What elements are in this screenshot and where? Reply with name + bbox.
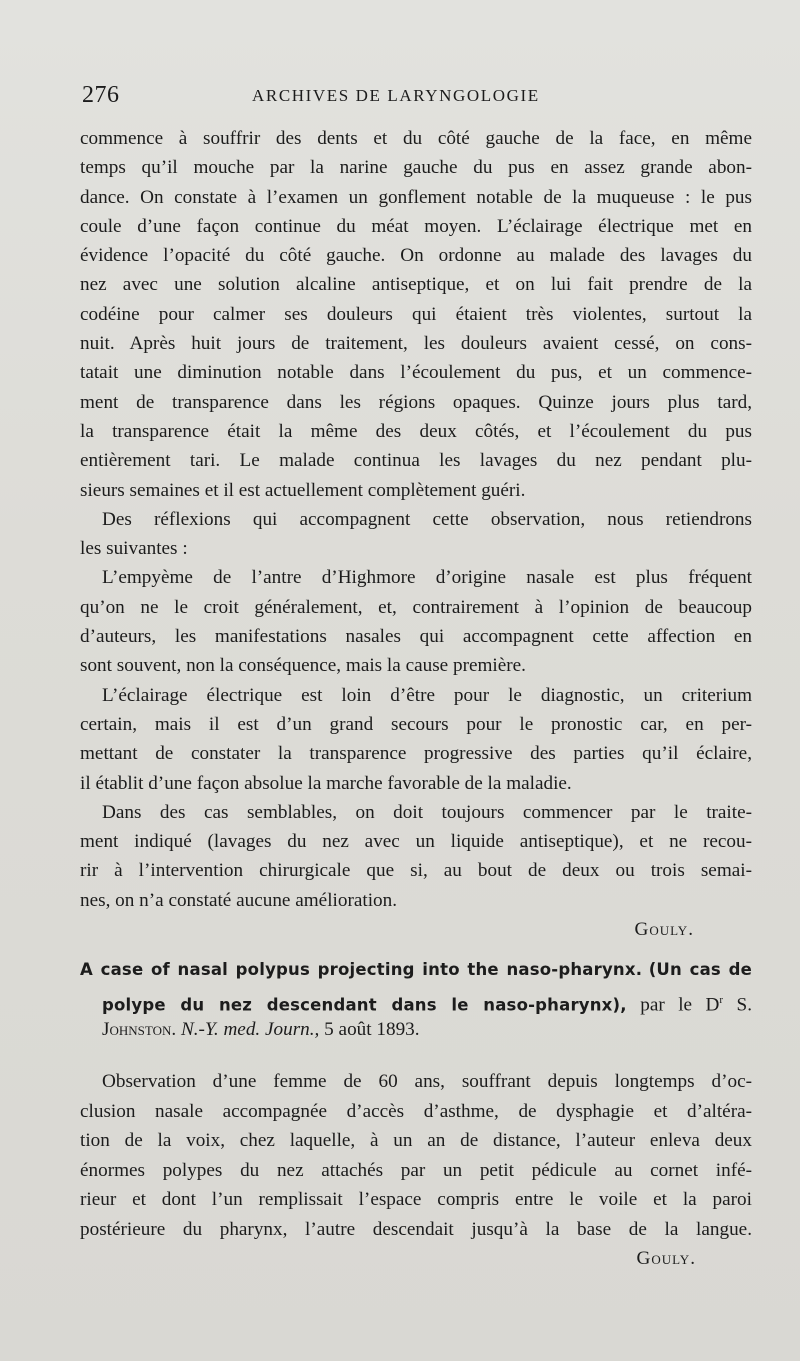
- text-line: la transparence était la même des deux côtés, et l’écoulement du pus: [80, 420, 752, 442]
- text-line: nez avec une solution alcaline antiseptique, et on lui fait prendre de la: [80, 274, 752, 296]
- review-title-en: A case of nasal polypus projecting into the naso-pharynx.: [80, 960, 643, 979]
- text-line: ment de transparence dans les régions opaques. Quinze jours plus tard,: [80, 391, 752, 413]
- page-number: 276: [82, 82, 120, 108]
- review-citation-line: [80, 1015, 752, 1045]
- text-line: évidence l’opacité du côté gauche. On ordonne au malade des lavages du: [80, 245, 752, 267]
- text-line: rieur et dont l’un remplissait l’espace compris entre le voile et la paroi: [80, 1189, 752, 1210]
- text-line: postérieure du pharynx, l’autre descendait jusqu’à la base de la langue.: [80, 1218, 752, 1240]
- text-line: d’auteurs, les manifestations nasales qui accompagnent cette affection en: [80, 626, 752, 648]
- text-line: nes, on n’a constaté aucune amélioration.: [80, 889, 398, 911]
- text-line: codéine pour calmer ses douleurs qui étaient très violentes, surtout la: [80, 303, 752, 325]
- author-signature: Gouly.: [636, 1248, 696, 1269]
- text-line: nuit. Après huit jours de traitement, les douleurs avaient cessé, on cons-: [80, 333, 752, 355]
- text-line: clusion nasale accompagnée d’accès d’asthme, de dysphagie et d’altéra-: [80, 1100, 752, 1122]
- text-line: coule d’une façon continue du méat moyen. L’éclairage électrique met en: [80, 215, 752, 237]
- review-title-line: [80, 955, 752, 985]
- review-author: Johnston.: [102, 1019, 177, 1040]
- text-line: Des réflexions qui accompagnent cette observation, nous retiendrons: [102, 508, 752, 530]
- review-by: par le: [640, 994, 693, 1016]
- text-line: Dans des cas semblables, on doit toujours commencer par le traite-: [102, 801, 752, 823]
- text-line: L’empyème de l’antre d’Highmore d’origine nasale est plus fréquent: [102, 567, 752, 589]
- review-abstract: [80, 1067, 752, 1273]
- doctor-abbr: D: [705, 994, 720, 1016]
- text-line: commence à souffrir des dents et du côté gauche de la face, en même: [80, 128, 752, 149]
- text-line: dance. On constate à l’examen un gonflement notable de la muqueuse : le pus: [80, 186, 752, 208]
- article-continuation: [80, 124, 752, 944]
- text-line: Observation d’une femme de 60 ans, souffrant depuis longtemps d’oc-: [102, 1071, 752, 1092]
- text-line: entièrement tari. Le malade continua les lavages du nez pendant plu-: [80, 450, 752, 472]
- review-heading: [80, 955, 752, 1045]
- doctor-sup: r: [719, 994, 724, 1006]
- review-title-line: [80, 985, 752, 1015]
- text-line: rir à l’intervention chirurgicale que si, au bout de deux ou trois semai-: [80, 860, 752, 882]
- text-line: sieurs semaines et il est actuellement complètement guéri.: [80, 479, 526, 501]
- text-line: certain, mais il est d’un grand secours pour le pronostic car, en per-: [80, 713, 752, 735]
- text-line: mettant de constater la transparence progressive des parties qu’il éclaire,: [80, 743, 752, 765]
- text-line: tion de la voix, chez laquelle, à un an de distance, l’auteur enleva deux: [80, 1130, 752, 1151]
- journal-name: N.-Y. med. Journ.,: [180, 1019, 320, 1040]
- review-title-fr: polype du nez descendant dans le naso-pharynx),: [102, 995, 627, 1015]
- page-header: [82, 82, 742, 112]
- text-line: temps qu’il mouche par la narine gauche du pus en assez grande abon-: [80, 157, 752, 179]
- text-line: tatait une diminution notable dans l’écoulement du pus, et un commence-: [80, 362, 752, 384]
- running-head: ARCHIVES DE LARYNGOLOGIE: [252, 86, 540, 105]
- text-line: énormes polypes du nez attachés par un petit pédicule au cornet infé-: [80, 1159, 752, 1181]
- text-line: ment indiqué (lavages du nez avec un liquide antiseptique), et ne recou-: [80, 831, 752, 853]
- author-initial: S.: [736, 994, 753, 1016]
- text-line: les suivantes :: [80, 538, 188, 560]
- author-signature: Gouly.: [634, 919, 694, 941]
- text-line: L’éclairage électrique est loin d’être pour le diagnostic, un criterium: [102, 684, 752, 706]
- text-line: qu’on ne le croit généralement, et, contrairement à l’opinion de beaucoup: [80, 596, 752, 618]
- text-line: sont souvent, non la conséquence, mais la cause première.: [80, 655, 526, 677]
- text-line: il établit d’une façon absolue la marche favorable de la maladie.: [80, 772, 572, 794]
- review-title-fr-start: (Un cas de: [648, 960, 752, 979]
- publication-date: 5 août 1893.: [324, 1019, 420, 1040]
